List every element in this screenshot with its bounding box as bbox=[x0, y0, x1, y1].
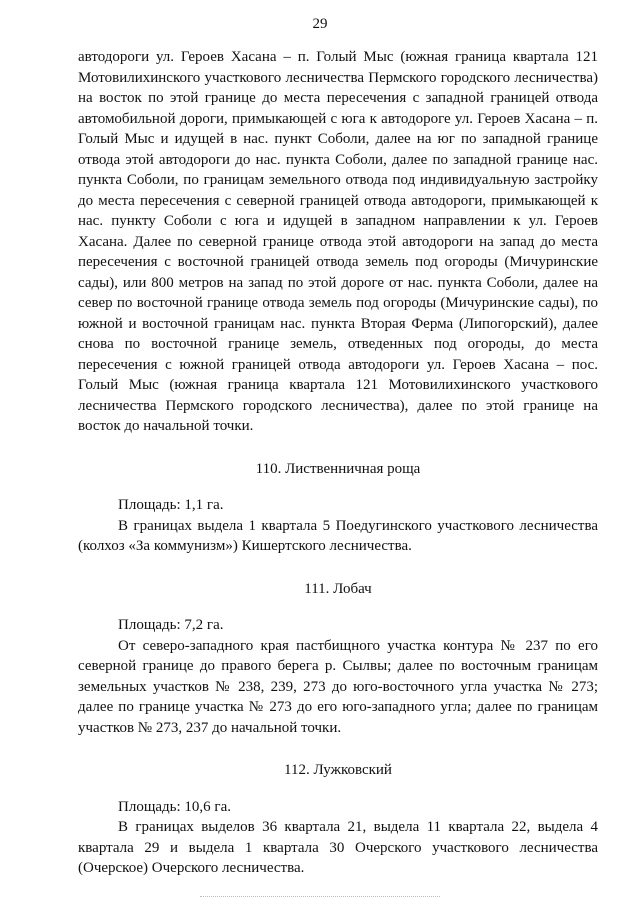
section-heading-111: 111. Лобач bbox=[304, 580, 372, 597]
spacer bbox=[78, 781, 598, 797]
section-description-111: От северо-западного края пастбищного участка контура № 237 по его северной границе до правого берега р. Сылвы; далее по восточным границам земельных участков № 238, 239, 273 до юго-восточного угла участка № 273; далее по границе участка № 273 до его юго-западного угла; далее по границам участков № 273, 237 до начальной точки. bbox=[78, 637, 598, 736]
bottom-dotted-rule bbox=[200, 896, 440, 897]
section-heading-110: 110. Лиственничная роща bbox=[255, 460, 421, 477]
spacer bbox=[78, 599, 598, 615]
page-number: 29 bbox=[312, 16, 328, 32]
section-area-110: Площадь: 1,1 га. bbox=[118, 497, 224, 513]
spacer bbox=[78, 557, 598, 579]
section-area-111: Площадь: 7,2 га. bbox=[118, 617, 224, 633]
section-heading-112: 112. Лужковский bbox=[284, 762, 392, 778]
spacer bbox=[78, 738, 598, 760]
spacer bbox=[78, 437, 598, 459]
section-description-110: В границах выдела 1 квартала 5 Поедугинского участкового лесничества (колхоз «За коммунизм») Кишертского лесничества. bbox=[78, 517, 598, 554]
section-area-112: Площадь: 10,6 га. bbox=[118, 798, 231, 815]
document-body bbox=[78, 47, 598, 879]
section-description-112: В границах выделов 36 квартала 21, выдела 11 квартала 22, выдела 4 квартала 29 и выдела 1 квартала 30 Очерского участкового лесничества (Очерское) Очерского лесничества. bbox=[78, 819, 598, 876]
spacer bbox=[78, 479, 598, 495]
continuation-paragraph: автодороги ул. Героев Хасана – п. Голый Мыс (южная граница квартала 121 Мотовилихинского участкового лесничества Пермского городского лесничества) на восток по этой границе до места пересечения с западной границей отвода автомобильной дороги, примыкающей с юга к автодороге ул. Героев Хасана – п. Голый Мыс и идущей в нас. пункт Соболи, далее на юг по западной границе отвода этой автодороги до нас. пункта Соболи, далее по западной границе нас. пункта Соболи, по границам земельного отвода под индивидуальную застройку до места пересечения с северной границей отвода автодороги, примыкающей к нас. пункту Соболи с юга и идущей в западном направлении к ул. Героев Хасана. Далее по северной границе отвода этой автодороги на запад до места пересечения с восточной границей отвода земель под огороды (Мичуринские сады), или 800 метров на запад по этой дороге от нас. пункта Соболи, далее на север по восточной границе отвода земель под огороды (Мичуринские сады), по южной и восточной границам нас. пункта Вторая Ферма (Липогорский), далее снова по восточной границе земель, отведенных под огороды, до места пересечения с южной границей отвода автодороги ул. Героев Хасана – пос. Голый Мыс (южная граница квартала 121 Мотовилихинского участкового лесничества Пермского городского лесничества), далее по этой границе на восток до начальной точки. bbox=[78, 49, 598, 434]
